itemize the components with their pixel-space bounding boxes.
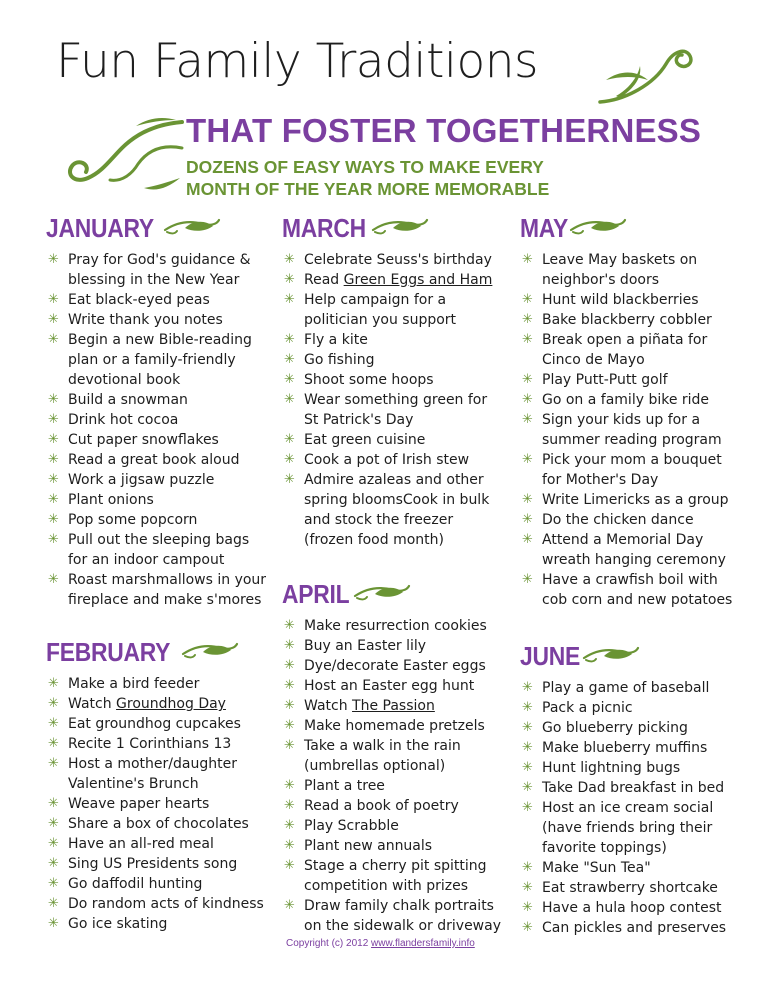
item-text: Roast marshmallows in your bbox=[68, 572, 267, 588]
green-asterisk-icon: ✳ bbox=[284, 452, 295, 467]
green-asterisk-icon: ✳ bbox=[522, 412, 533, 427]
tradition-item bbox=[46, 894, 291, 914]
item-text: Stage a cherry pit spitting bbox=[304, 858, 487, 874]
green-asterisk-icon: ✳ bbox=[48, 756, 59, 771]
tradition-item bbox=[520, 698, 765, 718]
green-asterisk-icon: ✳ bbox=[522, 780, 533, 795]
green-asterisk-icon: ✳ bbox=[48, 432, 59, 447]
item-text: and stock the freezer bbox=[304, 512, 454, 528]
green-asterisk-icon: ✳ bbox=[284, 638, 295, 653]
month-title: JUNE bbox=[520, 640, 580, 671]
green-asterisk-icon: ✳ bbox=[48, 332, 59, 347]
tradition-item bbox=[520, 290, 765, 310]
item-text: Host a mother/daughter bbox=[68, 756, 237, 772]
copyright-notice bbox=[286, 938, 475, 949]
item-text: Celebrate Seuss's birthday bbox=[304, 252, 492, 268]
item-text: St Patrick's Day bbox=[304, 412, 414, 428]
month-item-list bbox=[282, 616, 527, 936]
tradition-item bbox=[520, 450, 765, 490]
green-asterisk-icon: ✳ bbox=[48, 412, 59, 427]
green-asterisk-icon: ✳ bbox=[48, 472, 59, 487]
leaf-swirl-icon bbox=[588, 644, 640, 668]
tradition-item bbox=[282, 250, 527, 270]
green-asterisk-icon: ✳ bbox=[284, 898, 295, 913]
item-text: spring bloomsCook in bulk bbox=[304, 492, 490, 508]
tradition-item bbox=[282, 636, 527, 656]
item-text: Read Green Eggs and Ham bbox=[304, 272, 493, 288]
green-asterisk-icon: ✳ bbox=[522, 512, 533, 527]
green-asterisk-icon: ✳ bbox=[522, 920, 533, 935]
green-asterisk-icon: ✳ bbox=[48, 572, 59, 587]
tradition-item bbox=[46, 714, 291, 734]
item-text: Draw family chalk portraits bbox=[304, 898, 494, 914]
item-text: Make blueberry muffins bbox=[542, 740, 708, 756]
green-asterisk-icon: ✳ bbox=[522, 720, 533, 735]
swirl-ornament-top-right bbox=[596, 40, 696, 110]
green-asterisk-icon: ✳ bbox=[48, 696, 59, 711]
tradition-item bbox=[46, 754, 291, 794]
green-asterisk-icon: ✳ bbox=[48, 452, 59, 467]
tradition-item bbox=[520, 758, 765, 778]
item-text: Plant a tree bbox=[304, 778, 385, 794]
tradition-item bbox=[46, 794, 291, 814]
tradition-item bbox=[520, 878, 765, 898]
item-text: (have friends bring their bbox=[542, 820, 713, 836]
tradition-item bbox=[520, 490, 765, 510]
green-asterisk-icon: ✳ bbox=[522, 800, 533, 815]
item-text: Read a book of poetry bbox=[304, 798, 459, 814]
leaf-swirl-icon bbox=[377, 216, 429, 240]
month-item-list bbox=[520, 250, 765, 610]
item-text: Go blueberry picking bbox=[542, 720, 688, 736]
tradition-item bbox=[46, 874, 291, 894]
tradition-item bbox=[46, 510, 291, 530]
tradition-item bbox=[46, 390, 291, 410]
tradition-item bbox=[46, 310, 291, 330]
item-text: Write Limericks as a group bbox=[542, 492, 729, 508]
item-text: Hunt lightning bugs bbox=[542, 760, 681, 776]
item-text: Wear something green for bbox=[304, 392, 488, 408]
green-asterisk-icon: ✳ bbox=[284, 618, 295, 633]
tradition-item bbox=[520, 530, 765, 570]
tradition-item bbox=[46, 694, 291, 714]
item-text: Sign your kids up for a bbox=[542, 412, 701, 428]
green-asterisk-icon: ✳ bbox=[48, 716, 59, 731]
tradition-item bbox=[520, 410, 765, 450]
month-item-list bbox=[46, 250, 291, 610]
green-asterisk-icon: ✳ bbox=[522, 680, 533, 695]
tradition-item bbox=[282, 390, 527, 430]
green-asterisk-icon: ✳ bbox=[284, 372, 295, 387]
item-text: Eat green cuisine bbox=[304, 432, 426, 448]
item-text: Build a snowman bbox=[68, 392, 188, 408]
tradition-item bbox=[520, 778, 765, 798]
item-text: Plant onions bbox=[68, 492, 154, 508]
item-text: Write thank you notes bbox=[68, 312, 223, 328]
leaf-swirl-icon bbox=[575, 216, 627, 240]
item-text: cob corn and new potatoes bbox=[542, 592, 733, 608]
item-text: Play Putt-Putt golf bbox=[542, 372, 668, 388]
tradition-item bbox=[282, 816, 527, 836]
item-text: (frozen food month) bbox=[304, 532, 444, 548]
tradition-item bbox=[520, 330, 765, 370]
month-section-march bbox=[282, 208, 527, 550]
month-section-february bbox=[46, 632, 291, 934]
green-asterisk-icon: ✳ bbox=[48, 916, 59, 931]
green-asterisk-icon: ✳ bbox=[522, 492, 533, 507]
tradition-item bbox=[282, 616, 527, 636]
tradition-item bbox=[46, 814, 291, 834]
item-text: Drink hot cocoa bbox=[68, 412, 179, 428]
tradition-item bbox=[282, 270, 527, 290]
month-heading bbox=[520, 636, 765, 676]
title-reference: Green Eggs and Ham bbox=[343, 272, 493, 288]
tradition-item bbox=[282, 896, 527, 936]
item-text: plan or a family-friendly bbox=[68, 352, 236, 368]
tradition-item bbox=[282, 370, 527, 390]
item-text: Go on a family bike ride bbox=[542, 392, 710, 408]
item-text: for Mother's Day bbox=[542, 472, 659, 488]
tradition-item bbox=[520, 390, 765, 410]
title-reference: The Passion bbox=[352, 698, 435, 714]
green-asterisk-icon: ✳ bbox=[284, 658, 295, 673]
tradition-item bbox=[520, 718, 765, 738]
green-asterisk-icon: ✳ bbox=[48, 856, 59, 871]
tradition-item bbox=[282, 430, 527, 450]
item-text: Have a crawfish boil with bbox=[542, 572, 718, 588]
green-asterisk-icon: ✳ bbox=[284, 698, 295, 713]
tradition-item bbox=[46, 914, 291, 934]
page-tagline bbox=[186, 156, 549, 200]
month-section-may bbox=[520, 208, 765, 610]
item-text: Pray for God's guidance & bbox=[68, 252, 251, 268]
green-asterisk-icon: ✳ bbox=[284, 332, 295, 347]
item-text: Play Scrabble bbox=[304, 818, 399, 834]
green-asterisk-icon: ✳ bbox=[284, 272, 295, 287]
green-asterisk-icon: ✳ bbox=[48, 676, 59, 691]
tradition-item bbox=[282, 450, 527, 470]
item-text: Do the chicken dance bbox=[542, 512, 694, 528]
item-text: Make "Sun Tea" bbox=[542, 860, 651, 876]
item-text: Read a great book aloud bbox=[68, 452, 240, 468]
page-title: Fun Family Traditions bbox=[56, 34, 538, 89]
copyright-text: Copyright (c) 2012 bbox=[286, 938, 372, 949]
item-text: Watch Groundhog Day bbox=[68, 696, 226, 712]
item-text: Admire azaleas and other bbox=[304, 472, 484, 488]
green-asterisk-icon: ✳ bbox=[522, 452, 533, 467]
item-text: Begin a new Bible-reading bbox=[68, 332, 252, 348]
item-text: summer reading program bbox=[542, 432, 722, 448]
tradition-item bbox=[520, 510, 765, 530]
green-asterisk-icon: ✳ bbox=[284, 718, 295, 733]
month-heading bbox=[520, 208, 765, 248]
month-title: JANUARY bbox=[46, 212, 154, 243]
green-asterisk-icon: ✳ bbox=[48, 252, 59, 267]
tradition-item bbox=[282, 696, 527, 716]
item-text: Share a box of chocolates bbox=[68, 816, 249, 832]
item-text: Dye/decorate Easter eggs bbox=[304, 658, 486, 674]
green-asterisk-icon: ✳ bbox=[284, 838, 295, 853]
month-item-list bbox=[46, 674, 291, 934]
item-text: for an indoor campout bbox=[68, 552, 225, 568]
item-text: Host an Easter egg hunt bbox=[304, 678, 475, 694]
swirl-ornament-left bbox=[62, 108, 188, 206]
tradition-item bbox=[46, 250, 291, 290]
tradition-item bbox=[520, 370, 765, 390]
green-asterisk-icon: ✳ bbox=[522, 252, 533, 267]
item-text: Pull out the sleeping bags bbox=[68, 532, 250, 548]
item-text: Go fishing bbox=[304, 352, 375, 368]
green-asterisk-icon: ✳ bbox=[48, 836, 59, 851]
green-asterisk-icon: ✳ bbox=[48, 312, 59, 327]
green-asterisk-icon: ✳ bbox=[48, 796, 59, 811]
green-asterisk-icon: ✳ bbox=[48, 816, 59, 831]
green-asterisk-icon: ✳ bbox=[284, 432, 295, 447]
green-asterisk-icon: ✳ bbox=[284, 392, 295, 407]
green-asterisk-icon: ✳ bbox=[48, 736, 59, 751]
tradition-item bbox=[520, 738, 765, 758]
item-text: Fly a kite bbox=[304, 332, 368, 348]
item-text: Watch The Passion bbox=[304, 698, 435, 714]
month-section-april bbox=[282, 574, 527, 936]
tradition-item bbox=[282, 796, 527, 816]
green-asterisk-icon: ✳ bbox=[284, 798, 295, 813]
item-text: Play a game of baseball bbox=[542, 680, 710, 696]
item-text: Make homemade pretzels bbox=[304, 718, 485, 734]
tradition-item bbox=[520, 570, 765, 610]
item-text: Have an all-red meal bbox=[68, 836, 214, 852]
green-asterisk-icon: ✳ bbox=[48, 876, 59, 891]
item-text: Eat strawberry shortcake bbox=[542, 880, 718, 896]
item-text: Cook a pot of Irish stew bbox=[304, 452, 470, 468]
green-asterisk-icon: ✳ bbox=[284, 778, 295, 793]
item-text: Can pickles and preserves bbox=[542, 920, 727, 936]
green-asterisk-icon: ✳ bbox=[48, 532, 59, 547]
item-text: Work a jigsaw puzzle bbox=[68, 472, 215, 488]
tradition-item bbox=[520, 798, 765, 858]
tradition-item bbox=[282, 470, 527, 550]
tradition-item bbox=[282, 290, 527, 330]
tradition-item bbox=[46, 834, 291, 854]
item-text: Have a hula hoop contest bbox=[542, 900, 722, 916]
item-text: Go daffodil hunting bbox=[68, 876, 203, 892]
item-text: Make resurrection cookies bbox=[304, 618, 487, 634]
tradition-item bbox=[520, 858, 765, 878]
green-asterisk-icon: ✳ bbox=[48, 392, 59, 407]
item-text: Take Dad breakfast in bed bbox=[542, 780, 725, 796]
item-text: Weave paper hearts bbox=[68, 796, 210, 812]
green-asterisk-icon: ✳ bbox=[48, 512, 59, 527]
tradition-item bbox=[282, 330, 527, 350]
green-asterisk-icon: ✳ bbox=[48, 896, 59, 911]
green-asterisk-icon: ✳ bbox=[522, 532, 533, 547]
green-asterisk-icon: ✳ bbox=[284, 252, 295, 267]
month-heading bbox=[46, 632, 291, 672]
tradition-item bbox=[282, 676, 527, 696]
tradition-item bbox=[46, 490, 291, 510]
month-title: MARCH bbox=[282, 212, 366, 243]
tagline-line: MONTH OF THE YEAR MORE MEMORABLE bbox=[186, 179, 550, 199]
green-asterisk-icon: ✳ bbox=[284, 818, 295, 833]
month-section-january bbox=[46, 208, 291, 610]
tradition-item bbox=[520, 310, 765, 330]
item-text: Recite 1 Corinthians 13 bbox=[68, 736, 232, 752]
tradition-item bbox=[282, 856, 527, 896]
item-text: Do random acts of kindness bbox=[68, 896, 264, 912]
tradition-item bbox=[282, 736, 527, 776]
item-text: Shoot some hoops bbox=[304, 372, 434, 388]
item-text: politician you support bbox=[304, 312, 457, 328]
green-asterisk-icon: ✳ bbox=[522, 700, 533, 715]
tradition-item bbox=[282, 350, 527, 370]
month-title: FEBRUARY bbox=[46, 636, 171, 667]
item-text: Pack a picnic bbox=[542, 700, 633, 716]
tradition-item bbox=[282, 836, 527, 856]
item-text: Plant new annuals bbox=[304, 838, 433, 854]
green-asterisk-icon: ✳ bbox=[522, 392, 533, 407]
tradition-item bbox=[520, 250, 765, 290]
item-text: Pop some popcorn bbox=[68, 512, 198, 528]
tradition-item bbox=[46, 290, 291, 310]
item-text: competition with prizes bbox=[304, 878, 468, 894]
month-heading bbox=[282, 208, 527, 248]
tradition-item bbox=[282, 776, 527, 796]
green-asterisk-icon: ✳ bbox=[284, 858, 295, 873]
item-text: Buy an Easter lily bbox=[304, 638, 427, 654]
item-text: Eat black-eyed peas bbox=[68, 292, 210, 308]
item-text: Attend a Memorial Day bbox=[542, 532, 704, 548]
item-text: Sing US Presidents song bbox=[68, 856, 238, 872]
tradition-item bbox=[46, 530, 291, 570]
item-text: Make a bird feeder bbox=[68, 676, 200, 692]
green-asterisk-icon: ✳ bbox=[522, 740, 533, 755]
leaf-swirl-icon bbox=[359, 582, 411, 606]
tradition-item bbox=[46, 674, 291, 694]
green-asterisk-icon: ✳ bbox=[522, 292, 533, 307]
item-text: Hunt wild blackberries bbox=[542, 292, 699, 308]
green-asterisk-icon: ✳ bbox=[522, 760, 533, 775]
tradition-item bbox=[520, 678, 765, 698]
leaf-swirl-icon bbox=[169, 216, 221, 240]
item-text: Cut paper snowflakes bbox=[68, 432, 219, 448]
month-heading bbox=[282, 574, 527, 614]
item-text: Take a walk in the rain bbox=[304, 738, 461, 754]
item-text: Valentine's Brunch bbox=[68, 776, 199, 792]
page-subtitle: THAT FOSTER TOGETHERNESS bbox=[186, 112, 702, 149]
green-asterisk-icon: ✳ bbox=[284, 292, 295, 307]
item-text: devotional book bbox=[68, 372, 181, 388]
item-text: Break open a piñata for bbox=[542, 332, 708, 348]
green-asterisk-icon: ✳ bbox=[522, 860, 533, 875]
tradition-item bbox=[46, 330, 291, 390]
tradition-item bbox=[46, 470, 291, 490]
green-asterisk-icon: ✳ bbox=[284, 352, 295, 367]
tradition-item bbox=[46, 854, 291, 874]
tradition-item bbox=[282, 656, 527, 676]
title-reference: Groundhog Day bbox=[116, 696, 226, 712]
item-text: Bake blackberry cobbler bbox=[542, 312, 712, 328]
month-title: MAY bbox=[520, 212, 568, 243]
item-text: blessing in the New Year bbox=[68, 272, 240, 288]
tradition-item bbox=[520, 898, 765, 918]
item-text: wreath hanging ceremony bbox=[542, 552, 726, 568]
green-asterisk-icon: ✳ bbox=[48, 292, 59, 307]
item-text: (umbrellas optional) bbox=[304, 758, 446, 774]
item-text: Go ice skating bbox=[68, 916, 168, 932]
tradition-item bbox=[46, 570, 291, 610]
tradition-item bbox=[46, 450, 291, 470]
green-asterisk-icon: ✳ bbox=[284, 678, 295, 693]
tradition-item bbox=[46, 430, 291, 450]
green-asterisk-icon: ✳ bbox=[522, 880, 533, 895]
green-asterisk-icon: ✳ bbox=[522, 372, 533, 387]
green-asterisk-icon: ✳ bbox=[522, 312, 533, 327]
month-heading bbox=[46, 208, 291, 248]
item-text: on the sidewalk or driveway bbox=[304, 918, 501, 934]
month-item-list bbox=[282, 250, 527, 550]
green-asterisk-icon: ✳ bbox=[284, 472, 295, 487]
item-text: Leave May baskets on bbox=[542, 252, 698, 268]
tradition-item bbox=[46, 734, 291, 754]
green-asterisk-icon: ✳ bbox=[284, 738, 295, 753]
item-text: favorite toppings) bbox=[542, 840, 667, 856]
item-text: Pick your mom a bouquet bbox=[542, 452, 722, 468]
item-text: Host an ice cream social bbox=[542, 800, 714, 816]
item-text: Cinco de Mayo bbox=[542, 352, 645, 368]
item-text: Help campaign for a bbox=[304, 292, 447, 308]
tagline-line: DOZENS OF EASY WAYS TO MAKE EVERY bbox=[186, 157, 544, 177]
green-asterisk-icon: ✳ bbox=[522, 572, 533, 587]
tradition-item bbox=[282, 716, 527, 736]
leaf-swirl-icon bbox=[187, 640, 239, 664]
month-section-june bbox=[520, 636, 765, 938]
green-asterisk-icon: ✳ bbox=[522, 332, 533, 347]
month-title: APRIL bbox=[282, 578, 350, 609]
month-item-list bbox=[520, 678, 765, 938]
header bbox=[0, 0, 768, 210]
item-text: fireplace and make s'mores bbox=[68, 592, 262, 608]
website-link[interactable]: www.flandersfamily.info bbox=[371, 938, 475, 949]
tradition-item bbox=[46, 410, 291, 430]
green-asterisk-icon: ✳ bbox=[522, 900, 533, 915]
item-text: neighbor's doors bbox=[542, 272, 660, 288]
item-text: Eat groundhog cupcakes bbox=[68, 716, 241, 732]
tradition-item bbox=[520, 918, 765, 938]
green-asterisk-icon: ✳ bbox=[48, 492, 59, 507]
